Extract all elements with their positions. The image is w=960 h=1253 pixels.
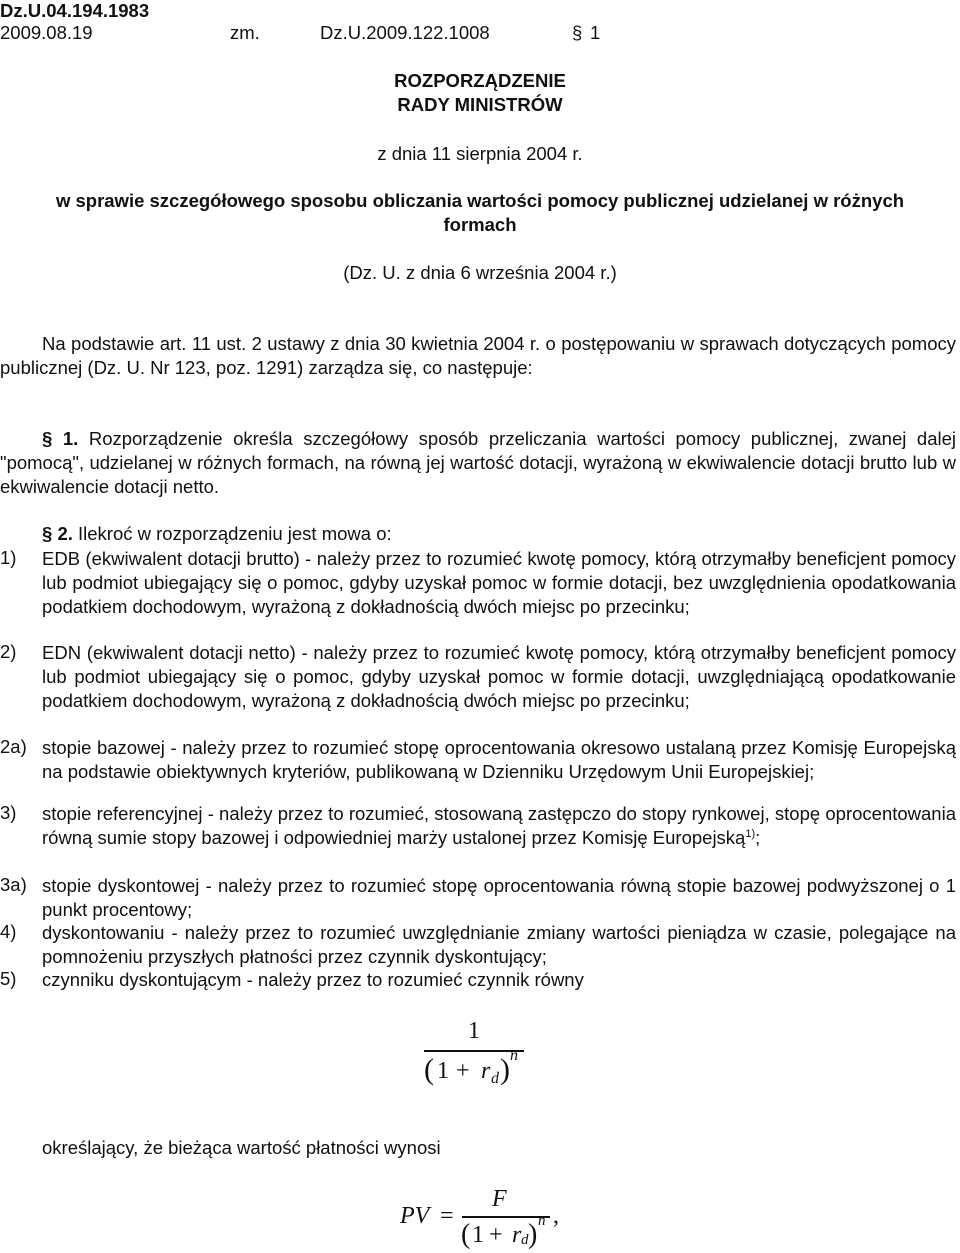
document-reference: Dz.U.04.194.1983 — [0, 0, 150, 21]
formula-1-exponent: n — [510, 1047, 518, 1064]
publication-reference: (Dz. U. z dnia 6 września 2004 r.) — [343, 262, 617, 283]
formula-1-plus: + — [456, 1058, 470, 1084]
section-2-intro — [42, 523, 392, 545]
consolidation-date: 2009.08.19 — [0, 22, 93, 43]
act-title-line1: ROZPORZĄDZENIE — [394, 70, 566, 91]
formula-1-fraction-bar — [424, 1050, 524, 1052]
formula-1-subscript: d — [491, 1070, 499, 1087]
section-1-number: 1. — [62, 428, 79, 449]
section-number: 1 — [590, 22, 601, 43]
formula-1-right-paren: ) — [500, 1053, 510, 1086]
section-1-text: Rozporządzenie określa szczegółowy sposób przeliczania wartości pomocy publicznej, zwanej dalej "pomocą", udzielanej w różnych formach, na równą jej wartość dotacji, wyrażoną w ekwiwalencie dotacji brutto lub w ekwiwalencie dotacji netto. — [0, 428, 956, 497]
section-1 — [0, 427, 956, 499]
formula-2-right-paren: ) — [528, 1219, 538, 1250]
amendment-marker: zm. — [230, 22, 260, 43]
item-number: 3a) — [0, 874, 27, 895]
item-text-end: ; — [755, 827, 761, 848]
item-number: 2a) — [0, 736, 27, 757]
item-number: 3) — [0, 802, 17, 823]
item-text: EDN (ekwiwalent dotacji netto) - należy przez to rozumieć kwotę pomocy, którą otrzymałby beneficjent pomocy lub podmiot ubiegający się o pomoc, gdyby uzyskał pomoc w formie dotacji, uwzględniającą opodatkowanie podatkiem dochodowym, wyrażoną z dokładnością dwóch miejsc po przecinku; — [42, 642, 956, 711]
formula-2-comma: , — [553, 1203, 559, 1229]
act-subject-line1: w sprawie szczegółowego sposobu obliczania wartości pomocy publicznej udzielanej w różnych — [55, 190, 905, 211]
section-sign: § — [572, 22, 583, 43]
formula-1-numerator: 1 — [468, 1018, 480, 1044]
section-2-intro-text: Ilekroć w rozporządzeniu jest mowa o: — [78, 523, 392, 544]
item-text — [42, 802, 956, 850]
formula-2-equals: = — [440, 1203, 454, 1229]
formula-2-left-paren: ( — [461, 1219, 471, 1250]
preamble: Na podstawie art. 11 ust. 2 ustawy z dnia 30 kwietnia 2004 r. o postępowaniu w sprawach dotyczących pomocy publicznej (Dz. U. Nr 123, poz. 1291) zarządza się, co następuje: — [0, 333, 956, 378]
formula-lead-in: określający, że bieżąca wartość płatności wynosi — [42, 1137, 441, 1158]
item-text: stopie dyskontowej - należy przez to rozumieć stopę oprocentowania równą stopie bazowej podwyższonej o 1 punkt procentowy; — [42, 875, 956, 920]
item-text: EDB (ekwiwalent dotacji brutto) - należy przez to rozumieć kwotę pomocy, którą otrzymałby beneficjent pomocy lub podmiot ubiegający się o pomoc, gdyby uzyskał pomoc w formie dotacji, bez uwzględnienia opodatkowania podatkiem dochodowym, wyrażoną z dokładnością dwóch miejsc po przecinku; — [42, 548, 956, 617]
item-text: czynniku dyskontującym - należy przez to rozumieć czynnik równy — [42, 969, 584, 990]
act-subject-line2: formach — [443, 214, 517, 235]
item-number: 2) — [0, 641, 17, 662]
formula-2-lhs: PV — [400, 1203, 430, 1229]
formula-1-left-paren: ( — [424, 1053, 434, 1086]
formula-2-r: r — [512, 1222, 522, 1248]
item-number: 5) — [0, 968, 17, 989]
formula-2-numerator: F — [492, 1186, 507, 1212]
amendment-reference: Dz.U.2009.122.1008 — [320, 22, 490, 43]
act-title-line2: RADY MINISTRÓW — [397, 94, 563, 115]
formula-2-fraction-bar — [462, 1216, 550, 1218]
section-2-number: 2. — [57, 523, 73, 544]
item-number: 4) — [0, 921, 17, 942]
act-date: z dnia 11 sierpnia 2004 r. — [377, 143, 583, 164]
formula-2-plus: + — [489, 1222, 503, 1248]
formula-1-r: r — [481, 1058, 491, 1084]
item-text: stopie bazowej - należy przez to rozumieć stopę oprocentowania okresowo ustalaną przez Komisję Europejską na podstawie obiektywnych kryteriów, publikowaną w Dzienniku Urzędowym Unii Europejskiej; — [42, 737, 956, 782]
section-1-sign: § — [42, 428, 53, 449]
section-2-sign: § — [42, 523, 53, 544]
footnote-marker: 1) — [745, 828, 756, 840]
formula-2-one: 1 — [472, 1222, 484, 1248]
formula-2-subscript: d — [521, 1232, 529, 1248]
item-text-body: stopie referencyjnej - należy przez to rozumieć, stosowaną zastępczo do stopy rynkowej, stopę oprocentowania równą sumie stopy bazowej i odpowiedniej marży ustalonej przez Komisję Europejską — [42, 803, 956, 848]
item-text: dyskontowaniu - należy przez to rozumieć uwzględnianie zmiany wartości pieniądza w czasie, polegające na pomnożeniu przyszłych płatności przez czynnik dyskontujący; — [42, 922, 956, 967]
item-number: 1) — [0, 547, 17, 568]
formula-2-exponent: n — [538, 1213, 546, 1229]
formula-1-one: 1 — [437, 1058, 449, 1084]
